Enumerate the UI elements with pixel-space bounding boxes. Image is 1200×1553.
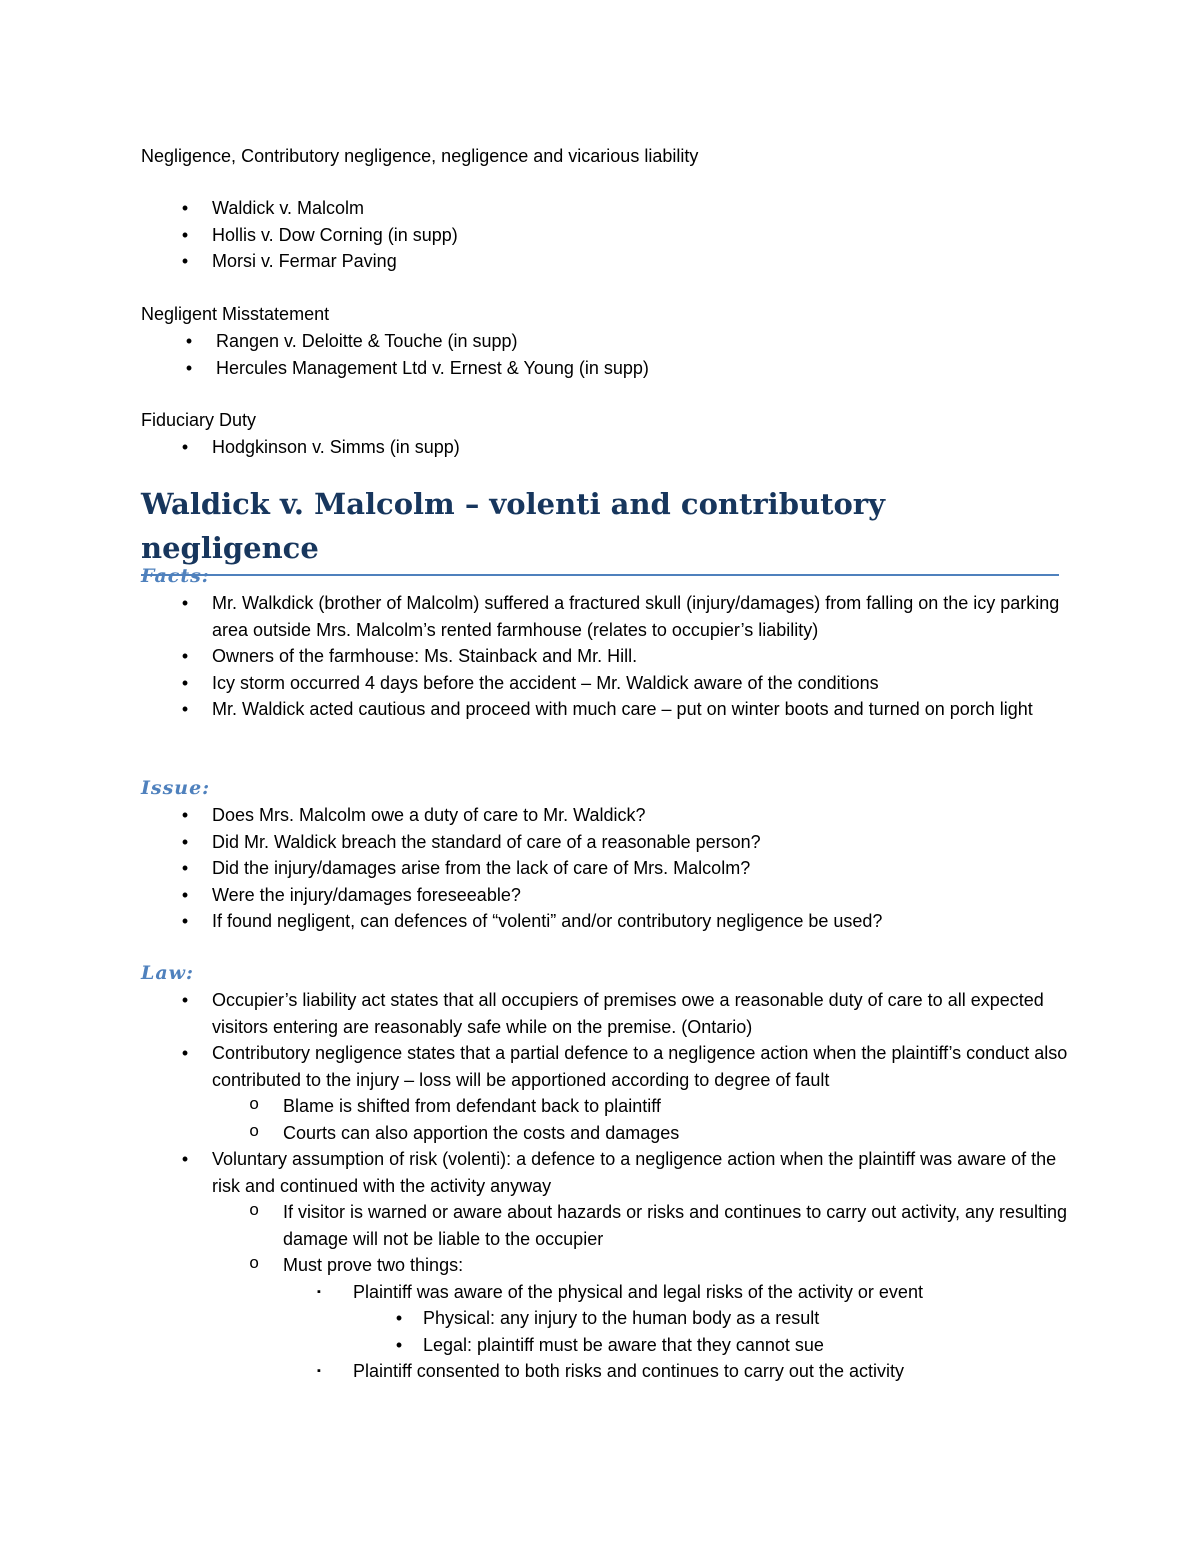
- square-marker: ▪: [317, 1365, 321, 1377]
- list-item: [141, 829, 1071, 856]
- issue-text: If found negligent, can defences of “volenti” and/or contributory negligence be used?: [212, 911, 883, 931]
- bullet-marker: •: [181, 805, 189, 825]
- case-name: Hodgkinson v. Simms (in supp): [212, 437, 460, 457]
- fiduciary-title: Fiduciary Duty: [141, 410, 257, 430]
- fact-text: Icy storm occurred 4 days before the accident – Mr. Waldick aware of the conditions: [212, 672, 879, 693]
- issue-list: [141, 802, 1071, 935]
- overview-case-list: [141, 195, 1071, 275]
- list-item: [141, 1358, 1071, 1385]
- fact-text: Owners of the farmhouse: Ms. Stainback and Mr. Hill.: [212, 646, 638, 666]
- bullet-marker: •: [181, 437, 189, 457]
- circle-marker: o: [249, 1202, 260, 1221]
- list-item: [141, 987, 1071, 1040]
- requirement-detail: Physical: any injury to the human body as a result: [423, 1308, 820, 1328]
- bullet-marker: •: [185, 331, 193, 351]
- case-name: Rangen v. Deloitte & Touche (in supp): [216, 331, 518, 351]
- law-subtext: Must prove two things:: [283, 1255, 464, 1275]
- bullet-marker: •: [181, 1149, 189, 1169]
- law-subtext: If visitor is warned or aware about hazards or risks and continues to carry out activity, any resulting damage will not be liable to the occupier: [283, 1202, 1068, 1249]
- list-item: [141, 222, 1071, 249]
- case-name: Hercules Management Ltd v. Ernest & Young (in supp): [216, 357, 649, 378]
- case-name: Morsi v. Fermar Paving: [212, 251, 397, 271]
- issue-text: Did Mr. Waldick breach the standard of care of a reasonable person?: [212, 831, 761, 852]
- fact-text: Mr. Waldick acted cautious and proceed with much care – put on winter boots and turned on porch light: [212, 699, 1033, 719]
- fiduciary-case-list: [141, 434, 1071, 461]
- requirement-text: Plaintiff consented to both risks and continues to carry out the activity: [353, 1361, 904, 1381]
- bullet-marker: •: [185, 357, 193, 378]
- list-item: [141, 590, 1071, 643]
- facts-heading: Facts:: [141, 565, 210, 587]
- bullet-marker: •: [181, 593, 189, 613]
- list-item: [141, 802, 1071, 829]
- list-item: [141, 855, 1071, 882]
- bullet-marker: •: [181, 224, 189, 245]
- list-item: [141, 882, 1071, 909]
- square-marker: ▪: [317, 1285, 321, 1298]
- list-item: [141, 1093, 1071, 1120]
- list-item: [141, 1305, 1071, 1332]
- list-item: [141, 1040, 1071, 1093]
- fact-text: Mr. Walkdick (brother of Malcolm) suffered a fractured skull (injury/damages) from falling on the icy parking area outside Mrs. Malcolm’s rented farmhouse (relates to occupier’s liability): [212, 593, 1060, 640]
- law-list: [141, 987, 1071, 1385]
- list-item: [141, 1146, 1071, 1199]
- law-subtext: Blame is shifted from defendant back to plaintiff: [283, 1096, 661, 1116]
- bullet-marker: •: [181, 858, 189, 878]
- facts-list: [141, 590, 1071, 723]
- bullet-marker: •: [181, 646, 189, 666]
- law-text: Voluntary assumption of risk (volenti): a defence to a negligence action when the plaintiff was aware of the risk and continued with the activity anyway: [212, 1149, 1057, 1196]
- law-text: Occupier’s liability act states that all occupiers of premises owe a reasonable duty of care to all expected visitors entering are reasonably safe while on the premise. (Ontario): [212, 990, 1044, 1037]
- list-item: [141, 1199, 1071, 1252]
- misstatement-title: Negligent Misstatement: [141, 304, 330, 324]
- bullet-marker: •: [181, 699, 189, 719]
- list-item: [141, 248, 1071, 275]
- list-item: [141, 1252, 1071, 1279]
- list-item: [141, 643, 1071, 670]
- bullet-marker: •: [181, 831, 189, 852]
- case-name: Hollis v. Dow Corning (in supp): [212, 224, 458, 245]
- bullet-marker: •: [395, 1334, 403, 1355]
- list-item: [141, 670, 1071, 697]
- list-item: [141, 1279, 1071, 1306]
- bullet-marker: •: [181, 990, 189, 1010]
- circle-marker: o: [249, 1096, 260, 1115]
- case-heading: Waldick v. Malcolm – volenti and contributory negligence: [141, 482, 1059, 576]
- list-item: [141, 355, 1071, 382]
- law-subtext: Courts can also apportion the costs and damages: [283, 1122, 680, 1143]
- bullet-marker: •: [181, 672, 189, 693]
- list-item: [141, 908, 1071, 935]
- requirement-detail: Legal: plaintiff must be aware that they cannot sue: [423, 1334, 824, 1355]
- list-item: [141, 328, 1071, 355]
- issue-text: Did the injury/damages arise from the lack of care of Mrs. Malcolm?: [212, 858, 751, 878]
- circle-marker: o: [249, 1255, 260, 1274]
- list-item: [141, 1332, 1071, 1359]
- bullet-marker: •: [181, 198, 189, 218]
- bullet-marker: •: [181, 911, 189, 931]
- list-item: [141, 696, 1071, 723]
- list-item: [141, 1120, 1071, 1147]
- bullet-marker: •: [395, 1308, 403, 1328]
- bullet-marker: •: [181, 251, 189, 271]
- issue-text: Were the injury/damages foreseeable?: [212, 884, 521, 905]
- misstatement-case-list: [141, 328, 1071, 381]
- circle-marker: o: [249, 1122, 260, 1142]
- bullet-marker: •: [181, 884, 189, 905]
- case-name: Waldick v. Malcolm: [212, 198, 365, 218]
- requirement-text: Plaintiff was aware of the physical and legal risks of the activity or event: [353, 1281, 923, 1302]
- issue-text: Does Mrs. Malcolm owe a duty of care to Mr. Waldick?: [212, 805, 646, 825]
- list-item: [141, 195, 1071, 222]
- issue-heading: Issue:: [141, 777, 211, 799]
- law-heading: Law:: [141, 962, 195, 984]
- overview-title: Negligence, Contributory negligence, negligence and vicarious liability: [141, 146, 699, 166]
- list-item: [141, 434, 1071, 461]
- bullet-marker: •: [181, 1043, 189, 1063]
- law-text: Contributory negligence states that a partial defence to a negligence action when the plaintiff’s conduct also contributed to the injury – loss will be apportioned according to degree of fault: [212, 1043, 1068, 1090]
